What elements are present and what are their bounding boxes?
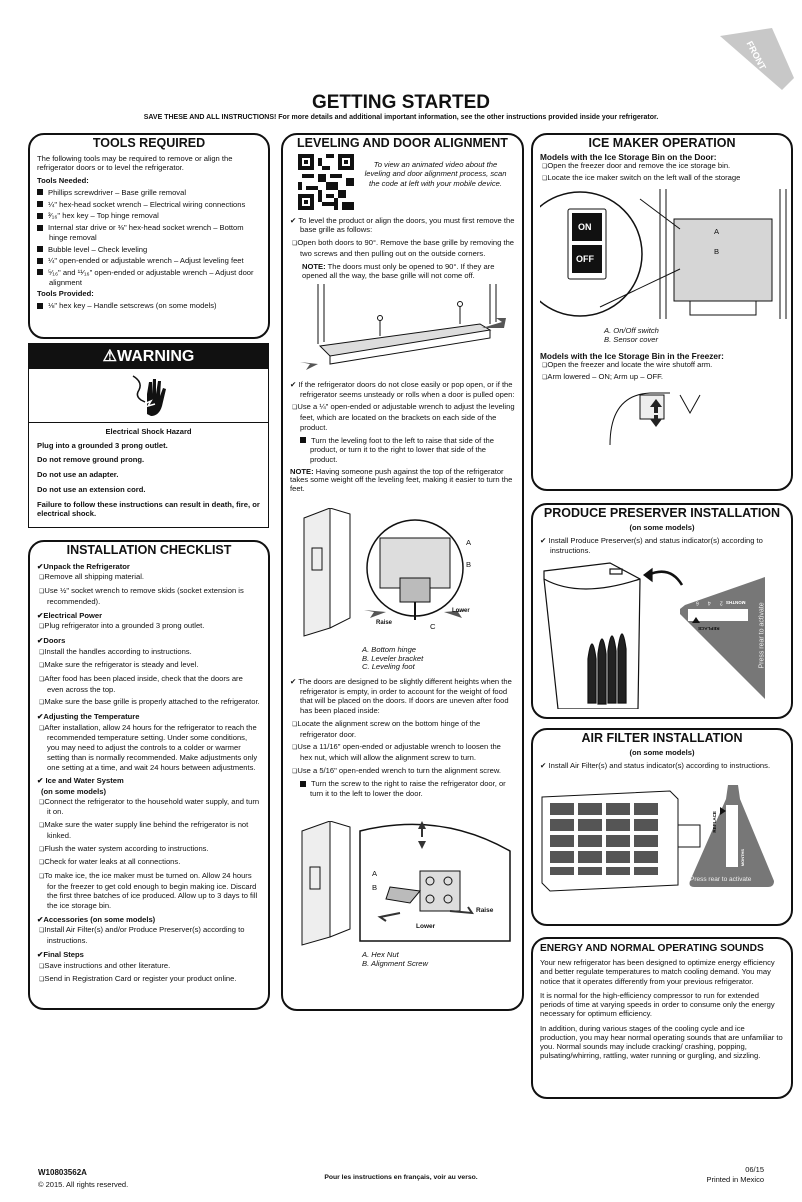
- front-tab: [712, 28, 802, 98]
- tools-required-section: [28, 133, 270, 339]
- air-instruction: ✔ Install Air Filter(s) and status indicator(s) according to instructions.: [540, 761, 784, 771]
- air-subheading: (on some models): [629, 747, 695, 757]
- ice-maker-section: [531, 133, 793, 491]
- note-text: Having someone push against the top of the refrigerator takes some weight off the leveling feet, making it easier to turn the feet.: [290, 466, 513, 494]
- checklist-heading: INSTALLATION CHECKLIST: [66, 543, 232, 557]
- checklist-item[interactable]: ❏ Use ½" socket wrench to remove skids (socket extension is recommended).: [37, 586, 261, 606]
- leveling-heading: LEVELING AND DOOR ALIGNMENT: [297, 136, 508, 150]
- checklist-section-title: ✔ Ice and Water System: [37, 776, 261, 786]
- air-filter-illustration: [540, 785, 784, 895]
- copyright: © 2015. All rights reserved.: [38, 1180, 129, 1189]
- checklist-section-title: ✔ Doors: [37, 636, 261, 646]
- checklist-item[interactable]: ❏ After food has been placed inside, check that the doors are even across the top.: [37, 674, 261, 694]
- printed-in: Printed in Mexico: [706, 1175, 764, 1184]
- checklist-item[interactable]: ❏ Save instructions and other literature.: [37, 961, 261, 972]
- checklist-section-title: ✔ Accessories (on some models): [37, 915, 261, 925]
- fig-caption: A. Bottom hinge: [362, 644, 417, 654]
- bullet-square-icon: [37, 269, 43, 275]
- list-item: Do not use an adapter.: [37, 470, 119, 480]
- list-item: ❏ Arm lowered – ON; Arm up – OFF.: [540, 373, 784, 382]
- checklist-item[interactable]: ❏ Install Air Filter(s) and/or Produce Preserver(s) according to instructions.: [37, 925, 261, 945]
- print-date: 06/15: [745, 1165, 764, 1174]
- checklist-item[interactable]: ❏ Make sure the refrigerator is steady and level.: [37, 660, 261, 671]
- fig-label-lower: Lower: [452, 607, 470, 614]
- indicator-month-4: 4: [708, 599, 711, 606]
- bullet-square-icon: [300, 437, 306, 443]
- leveling-foot-illustration: [290, 508, 515, 646]
- leveling-step-1: ✔ To level the product or align the doors, you must first remove the base grille as follows:: [290, 216, 515, 235]
- air-filter-section: [531, 728, 793, 926]
- page-subtitle: SAVE THESE AND ALL INSTRUCTIONS! For more details and additional important information, see the other instructions provided inside your refrigerator.: [143, 114, 659, 121]
- checklist-section-title: ✔ Adjusting the Temperature: [37, 712, 261, 722]
- warning-box: [28, 343, 269, 528]
- checklist-item[interactable]: ❏ Remove all shipping material.: [37, 572, 261, 583]
- tools-heading: TOOLS REQUIRED: [92, 136, 206, 150]
- list-item: Failure to follow these instructions can result in death, fire, or electrical shock.: [37, 499, 260, 519]
- list-item: Phillips screwdriver – Base grille removal: [37, 188, 261, 198]
- list-item: ❏ Open the freezer door and remove the ice storage bin.: [540, 162, 784, 171]
- leveling-step-2: ✔ If the refrigerator doors do not close easily or pop open, or if the refrigerator seems unsteady or rolls when a door is pulled open:: [290, 380, 515, 399]
- checklist-item[interactable]: ❏ To make ice, the ice maker must be turned on. Allow 24 hours for the freezer to get cold enough to begin making ice. Discard the first three batches of ice produced. Allow up to 3 days to fill the ice storage bin.: [37, 871, 261, 911]
- fig-caption: C. Leveling foot: [362, 662, 415, 672]
- indicator-replace: REPLACE: [711, 811, 717, 833]
- ice-heading: ICE MAKER OPERATION: [588, 136, 736, 150]
- installation-checklist-section: [28, 540, 270, 1010]
- leveling-step-3: ✔ The doors are designed to be slightly different heights when the refrigerator is empty, in order to account for the weight of food that will be placed on the doors. If doors are uneven after food has been placed inside:: [290, 677, 515, 716]
- leveling-step-1-item: ❏ Open both doors to 90°. Remove the base grille by removing the two screws and then pulling out on the outside corners.: [290, 238, 515, 258]
- qr-instructions: To view an animated video about the leveling and door alignment process, scan the code at left with your mobile device.: [364, 159, 507, 189]
- list-item: In addition, during various stages of the cooling cycle and ice production, you may hear normal operating sounds that are unfamiliar to you. Normal sounds may include cracking/ crashing, popping, pulsating/whirring, rattling, water running or gurgling, and sizzling.: [540, 1023, 783, 1061]
- warning-triangle-icon: ⚠: [102, 348, 117, 365]
- produce-preserver-section: [531, 503, 793, 719]
- list-item: ❏ Open the freezer and locate the wire shutoff arm.: [540, 361, 784, 370]
- tools-needed-label: Tools Needed:: [37, 176, 89, 186]
- checklist-section-title: ✔ Final Steps: [37, 950, 261, 960]
- bullet-square-icon: [37, 303, 43, 309]
- fig-label-b: B: [466, 559, 472, 569]
- switch-on-label: ON: [578, 222, 592, 233]
- list-item: ❏ Locate the ice maker switch on the left wall of the storage: [540, 174, 784, 183]
- leveling-step-2-sub: Turn the leveling foot to the left to raise that side of the product, or turn it to the right to lower that side of the product.: [290, 436, 515, 465]
- part-number: W10803562A: [38, 1168, 87, 1177]
- fig-label-a: A: [372, 868, 378, 878]
- tools-provided-label: Tools Provided:: [37, 289, 94, 299]
- list-item: Your new refrigerator has been designed to optimize energy efficiency and better regulate temperatures to match cooling demand. You may notice that it operates differently from your previous refrigerator.: [540, 958, 775, 986]
- fig-label-a: A: [714, 227, 720, 237]
- produce-heading: PRODUCE PRESERVER INSTALLATION: [543, 506, 781, 520]
- page-title: GETTING STARTED: [311, 92, 491, 113]
- note-text: The doors must only be opened to 90°. If they are opened all the way, the base grille will not come off.: [302, 261, 495, 281]
- fig-caption: A. Hex Nut: [362, 949, 399, 959]
- list-item: ❏ Use a 5/16" open-ended wrench to turn the alignment screw.: [290, 766, 515, 777]
- indicator-month-6: 6: [696, 599, 699, 606]
- list-item: Do not use an extension cord.: [37, 484, 146, 494]
- energy-section: [531, 937, 793, 1099]
- note-label: NOTE:: [302, 261, 326, 271]
- base-grille-illustration: [290, 284, 515, 380]
- checklist-item[interactable]: ❏ Make sure the water supply line behind the refrigerator is not kinked.: [37, 820, 261, 840]
- warning-hazard-title: Electrical Shock Hazard: [105, 427, 192, 436]
- switch-off-label: OFF: [576, 254, 594, 265]
- produce-subheading: (on some models): [629, 522, 695, 532]
- checklist-item[interactable]: ❏ After installation, allow 24 hours for the refrigerator to reach the recommended temperature setting. Under some conditions, you may need to adjust the controls to a colder or warmer setting than is normally recommended. Make adjustments only one setting at a time, and wait 24 hours between adjustments.: [37, 723, 261, 773]
- fig-label-b: B: [714, 247, 720, 257]
- list-item: ⅛" hex key – Handle setscrews (on some models): [37, 301, 261, 311]
- checklist-item[interactable]: ❏ Connect the refrigerator to the household water supply, and turn it on.: [37, 797, 261, 817]
- bullet-square-icon: [37, 189, 43, 195]
- note-label: NOTE:: [290, 466, 314, 476]
- fig-caption: B. Alignment Screw: [362, 958, 428, 968]
- shutoff-arm-illustration: [540, 385, 784, 445]
- fig-label-lower: Lower: [416, 922, 436, 930]
- list-item: ¼" hex-head socket wrench – Electrical wiring connections: [37, 200, 261, 210]
- bullet-square-icon: [37, 213, 43, 219]
- tools-intro: The following tools may be required to remove or align the refrigerator doors or to level the refrigerator.: [37, 153, 233, 173]
- fig-label-a: A: [466, 537, 472, 547]
- warning-heading: WARNING: [117, 348, 195, 365]
- list-item: ³⁄₁₆" hex key – Top hinge removal: [37, 211, 261, 221]
- warning-header: [29, 344, 268, 369]
- checklist-section-subtitle: (on some models): [41, 787, 106, 797]
- list-item: Bubble level – Check leveling: [37, 245, 261, 255]
- leveling-section: [281, 133, 524, 1011]
- produce-preserver-illustration: [540, 559, 784, 709]
- bullet-square-icon: [37, 225, 43, 231]
- shock-hazard-icon: [29, 369, 268, 423]
- bullet-square-icon: [300, 781, 306, 787]
- fig-label-raise: Raise: [476, 906, 494, 914]
- checklist-item[interactable]: ❏ Install the handles according to instructions.: [37, 647, 261, 658]
- list-item: It is normal for the high-efficiency compressor to run for extended periods of time at varying speeds in order to consume only the energy necessary for optimum efficiency.: [540, 990, 775, 1019]
- checklist-item[interactable]: ❏ Send in Registration Card or register your product online.: [37, 974, 261, 985]
- list-item: ❏ Locate the alignment screw on the bottom hinge of the refrigerator door.: [290, 719, 515, 739]
- leveling-step-2-item: ❏ Use a ¼" open-ended or adjustable wrench to adjust the leveling feet, which are located on the brackets on each side of the product.: [290, 402, 515, 432]
- list-item: ❏ Use a 11/16" open-ended or adjustable wrench to loosen the hex nut, which will allow the alignment screw to turn.: [290, 742, 515, 762]
- list-item: Plug into a grounded 3 prong outlet.: [37, 440, 168, 450]
- leveling-step-3-sub: Turn the screw to the right to raise the refrigerator door, or turn it to the left to lower the door.: [290, 779, 515, 798]
- qr-code: [298, 154, 354, 210]
- list-item: ¼" open-ended or adjustable wrench – Adjust leveling feet: [37, 256, 261, 266]
- produce-instruction: ✔ Install Produce Preserver(s) and status indicator(s) according to instructions.: [540, 536, 784, 555]
- list-item: Internal star drive or ⅜" hex-head socket wrench – Bottom hinge removal: [37, 223, 261, 242]
- indicator-press: Press rear to activate: [758, 602, 766, 669]
- checklist-section-title: ✔ Electrical Power: [37, 611, 261, 621]
- front-tab-label: FRONT: [744, 39, 768, 72]
- fig-caption: A. On/Off switch: [604, 326, 659, 336]
- door-alignment-illustration: [290, 821, 515, 951]
- list-item: ⁵⁄₁₆" and ¹¹⁄₁₆" open-ended or adjustable wrench – Adjust door alignment: [37, 268, 261, 287]
- indicator-press: Press rear to activate: [690, 876, 752, 884]
- french-note: Pour les instructions en français, voir au verso.: [324, 1174, 478, 1181]
- ice-door-title: Models with the Ice Storage Bin on the Door:: [540, 151, 717, 162]
- checklist-item[interactable]: ❏ Plug refrigerator into a grounded 3 prong outlet.: [37, 621, 261, 632]
- fig-label-c: C: [430, 621, 436, 631]
- bullet-square-icon: [37, 246, 43, 252]
- indicator-month-2: 2: [720, 599, 723, 606]
- fig-caption: B. Sensor cover: [604, 334, 659, 344]
- fig-label-raise: Raise: [376, 619, 393, 626]
- checklist-item[interactable]: ❏ Check for water leaks at all connections.: [37, 857, 261, 868]
- ice-maker-switch-illustration: [540, 189, 784, 319]
- checklist-section-title: ✔ Unpack the Refrigerator: [37, 562, 261, 572]
- list-item: Do not remove ground prong.: [37, 455, 145, 465]
- bullet-square-icon: [37, 258, 43, 264]
- fig-label-b: B: [372, 882, 378, 892]
- ice-freezer-title: Models with the Ice Storage Bin in the Freezer:: [540, 350, 724, 361]
- fig-caption: B. Leveler bracket: [362, 653, 424, 663]
- air-heading: AIR FILTER INSTALLATION: [581, 731, 743, 745]
- indicator-replace: REPLACE: [698, 625, 720, 631]
- indicator-months: MONTHS: [726, 599, 746, 605]
- energy-heading: ENERGY AND NORMAL OPERATING SOUNDS: [540, 943, 764, 954]
- checklist-item[interactable]: ❏ Make sure the base grille is properly attached to the refrigerator.: [37, 697, 261, 708]
- bullet-square-icon: [37, 201, 43, 207]
- checklist-item[interactable]: ❏ Flush the water system according to instructions.: [37, 844, 261, 855]
- indicator-months: MONTHS: [740, 849, 746, 867]
